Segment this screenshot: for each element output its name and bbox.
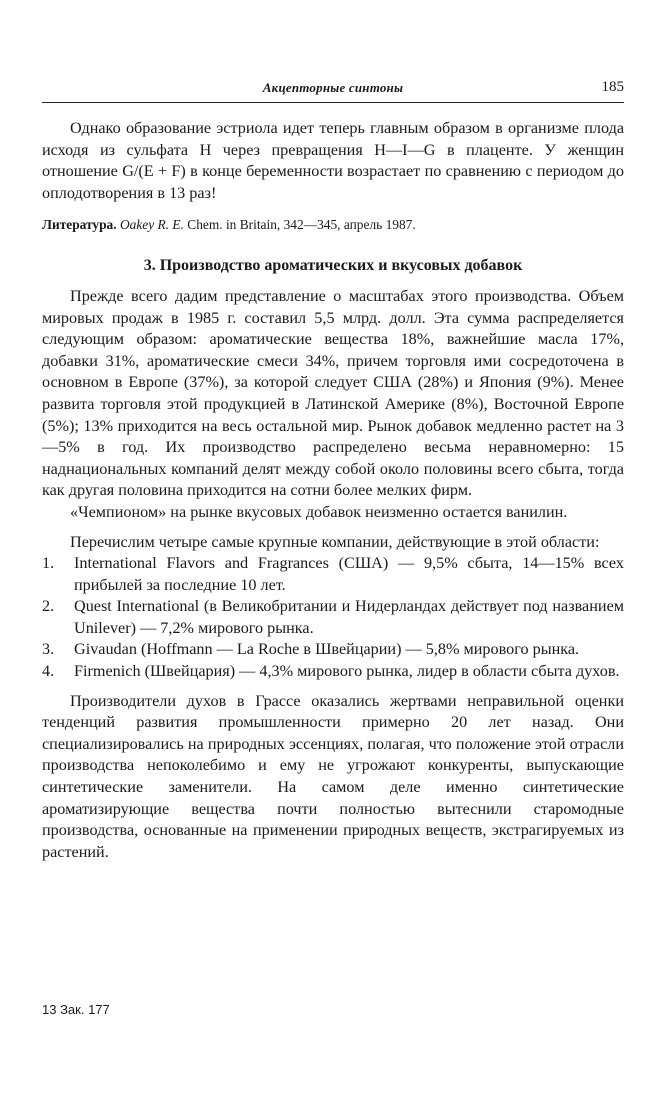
- list-item-number: 3.: [42, 640, 55, 659]
- running-head: Акцепторные синтоны: [262, 80, 404, 95]
- list-item: [42, 639, 624, 661]
- literature-author: Oakey R. E.: [119, 217, 184, 233]
- list-item-number: 1.: [42, 554, 55, 573]
- literature-label: Литература.: [42, 217, 117, 233]
- list-item-text: International Flavors and Fragrances (США) — 9,5% сбыта, 14—15% всех прибылей за последние 10 лет.: [74, 554, 624, 594]
- body-text: [42, 118, 624, 863]
- section-paragraph-scale: Прежде всего дадим представление о масштабах этого производства. Объем мировых продаж в 1985 г. составил 5,5 млрд. долл. Эта сумма распределяется следующим образом: ароматические вещества 18%, важнейшие масла 17%, добавки 31%, ароматические смеси 34%, причем торговля ими сосредоточена в основном в Европе (37%), за которой следует США (28%) и Япония (9%). Менее развита торговля этой продукцией в Латинской Америке (8%), Восточной Европе (5%); 13% приходится на весь остальной мир. Рынок добавок медленно растет на 3—5% в год. Их производство распределено весьма неравномерно: 15 наднациональных компаний делят между собой около половины всего сбыта, тогда как другая половина приходится на сотни более мелких фирм.: [42, 286, 624, 500]
- page-header: [42, 80, 624, 103]
- section-paragraph-vanillin: «Чемпионом» на рынке вкусовых добавок неизменно остается ванилин.: [70, 502, 568, 521]
- list-item-text: Givaudan (Hoffmann — La Roche в Швейцарии) — 5,8% мирового рынка.: [74, 640, 580, 659]
- section-paragraph-companies-intro: Перечислим четыре самые крупные компании, действующие в этой области:: [70, 532, 600, 551]
- literature-reference: [42, 216, 624, 234]
- page-number: 185: [601, 79, 624, 95]
- list-item-text: Quest International (в Великобритании и Нидерландах действует под названием Unilever) — 7,2% мирового рынка.: [74, 597, 624, 637]
- companies-list: [42, 553, 624, 683]
- list-item-text: Firmenich (Швейцария) — 4,3% мирового рынка, лидер в области сбыта духов.: [74, 662, 620, 681]
- list-item: [42, 596, 624, 639]
- section-heading: 3. Производство ароматических и вкусовых добавок: [143, 257, 523, 275]
- literature-source: Chem. in Britain, 342—345, апрель 1987.: [187, 217, 416, 233]
- list-item: [42, 553, 624, 596]
- printer-signature: 13 Зак. 177: [42, 1002, 110, 1017]
- intro-paragraph: Однако образование эстриола идет теперь главным образом в организме плода исходя из сульфата H через превращения H—I—G в плаценте. У женщин отношение G/(E + F) в конце беременности возрастает по сравнению с периодом до оплодотворения в 13 раз!: [42, 119, 624, 202]
- list-item-number: 4.: [42, 662, 55, 681]
- section-paragraph-grasse: Производители духов в Грассе оказались жертвами неправильной оценки тенденций развития промышленности примерно 20 лет назад. Они специализировались на природных эссенциях, полагая, что положение этой отрасли производства непоколебимо и ему не угрожают конкуренты, выпускающие синтетические заменители. На самом деле именно синтетические ароматизирующие вещества почти полностью вытеснили старомодные производства, основанные на применении природных веществ, экстрагируемых из растений.: [42, 691, 624, 861]
- list-item: [42, 661, 624, 683]
- list-item-number: 2.: [42, 597, 55, 616]
